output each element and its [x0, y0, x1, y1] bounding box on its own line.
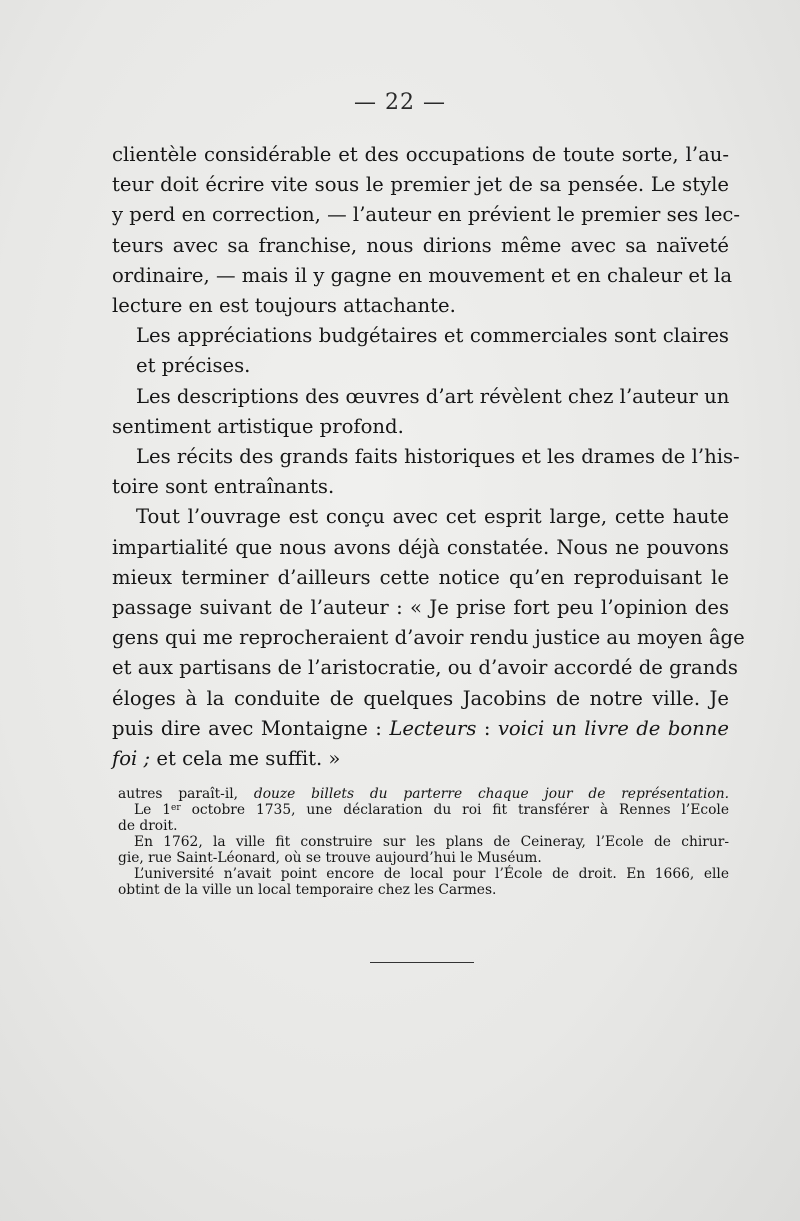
text-line: lecture en est toujours attachante. [112, 294, 456, 318]
text-line: teurs avec sa franchise, nous dirions même avec sa naïveté [112, 233, 729, 257]
footnotes [118, 786, 729, 898]
text-line [112, 714, 729, 744]
footnote-line: de droit. [118, 818, 178, 834]
text-line: et précises. [136, 354, 251, 378]
text-line: clientèle considérable et des occupations de toute sorte, l’au- [112, 143, 729, 166]
text-line: y perd en correction, — l’auteur en prévient le premier ses lec- [112, 203, 741, 227]
main-text [112, 140, 745, 774]
text-segment: autres paraît-il, [118, 786, 254, 802]
text-line [112, 744, 729, 774]
text-line: Les appréciations budgétaires et commerciales sont claires [136, 324, 729, 348]
footnote-line: obtint de la ville un local temporaire chez les Carmes. [118, 882, 497, 898]
text-segment: octobre 1735, une déclaration du roi fit transférer à Rennes l’Ecole [180, 802, 729, 818]
text-line: sentiment artistique profond. [112, 414, 404, 438]
text-segment: et cela me suffit. » [150, 747, 341, 771]
text-line: impartialité que nous avons déjà constatée. Nous ne pouvons [112, 535, 729, 559]
text-line: éloges à la conduite de quelques Jacobins de notre ville. Je [112, 686, 729, 710]
superscript: er [171, 803, 181, 813]
paragraph-1 [112, 140, 741, 321]
footnote-line [118, 802, 729, 818]
text-line: mieux terminer d’ailleurs cette notice qu’en reproduisant le [112, 565, 729, 589]
text-segment: : [476, 716, 498, 740]
text-line: Les récits des grands faits historiques et les drames de l’his- [136, 445, 740, 469]
footnote-line [118, 786, 729, 802]
paragraph-4 [112, 442, 740, 502]
text-line: ordinaire, — mais il y gagne en mouvement et en chaleur et la [112, 263, 732, 287]
footnote-line: En 1762, la ville fit construire sur les plans de Ceineray, l’Ecole de chirur- [134, 834, 729, 850]
text-line: gens qui me reprocheraient d’avoir rendu justice au moyen âge [112, 626, 745, 650]
italic-text: douze billets du parterre chaque jour de représentation. [253, 786, 729, 802]
paragraph-2 [112, 321, 729, 381]
footnote-line: gie, rue Saint-Léonard, où se trouve aujourd’hui le Muséum. [118, 850, 542, 866]
footnote-line: L’université n’avait point encore de local pour l’École de droit. En 1666, elle [134, 866, 729, 882]
text-segment: puis dire avec Montaigne : [112, 716, 390, 740]
text-line: et aux partisans de l’aristocratie, ou d’avoir accordé de grands [112, 656, 738, 680]
text-line: Les descriptions des œuvres d’art révèlent chez l’auteur un [136, 384, 730, 408]
end-rule [370, 962, 474, 963]
text-segment: Le 1 [134, 802, 172, 818]
italic-text: voici un livre de bonne [497, 716, 729, 740]
paragraph-5 [112, 502, 745, 774]
italic-text: foi ; [112, 747, 151, 771]
page-number: — 22 — [354, 90, 446, 115]
paragraph-3 [112, 382, 729, 442]
text-line: Tout l’ouvrage est conçu avec cet esprit large, cette haute [136, 505, 729, 529]
text-line: passage suivant de l’auteur : « Je prise fort peu l’opinion des [112, 596, 729, 620]
italic-text: Lecteurs [389, 716, 477, 740]
text-line: teur doit écrire vite sous le premier jet de sa pensée. Le style [112, 173, 729, 197]
text-line: toire sont entraînants. [112, 475, 335, 499]
